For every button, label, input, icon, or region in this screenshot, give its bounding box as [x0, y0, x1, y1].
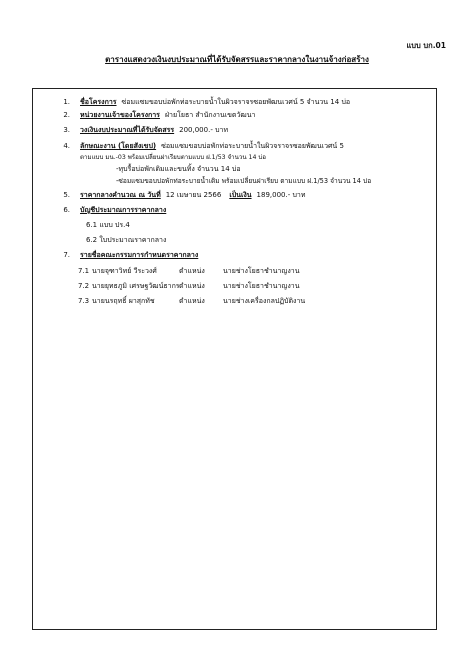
item-number: 3.	[63, 126, 70, 134]
member-number: 7.3	[78, 297, 90, 305]
committee-member	[78, 296, 305, 307]
item-6-2: 6.2 ใบประมาณราคากลาง	[86, 236, 167, 244]
item-1	[52, 97, 350, 108]
item-4-line-4: -ซ่อมแซมขอบบ่อพักท่อระบายน้ำเดิม พร้อมเปลี่ยนฝาเรียบ ตามแบบ ฝ.1/53 จำนวน 14 บ่อ	[116, 177, 372, 185]
item-label: ชื่อโครงการ	[80, 98, 117, 106]
item-number: 6.	[63, 206, 70, 214]
member-position: นายช่างเครื่องกลปฏิบัติงาน	[223, 297, 306, 305]
item-4-line-2: ตามแบบ มน.-03 พร้อมเปลี่ยนฝาเรียบตามแบบ ฝ.1/53 จำนวน 14 บ่อ	[80, 154, 267, 161]
item-value: ฝ่ายโยธา สำนักงานเขตวัฒนา	[164, 111, 256, 119]
item-number: 5.	[63, 191, 70, 199]
member-position: นายช่างโยธาชำนาญงาน	[223, 282, 300, 290]
amount-value: 189,000.- บาท	[256, 191, 306, 199]
item-value: 200,000.- บาท	[179, 126, 229, 134]
calc-date: 12 เมษายน 2566	[165, 191, 222, 199]
item-7	[52, 250, 198, 261]
member-name: นายนรฤทธิ์ ผาสุกทัช	[92, 297, 155, 305]
member-position: นายช่างโยธาชำนาญงาน	[223, 267, 300, 275]
item-label: บัญชีประมาณการราคากลาง	[80, 206, 167, 214]
item-label: ลักษณะงาน (โดยสังเขป)	[80, 142, 157, 150]
member-number: 7.2	[78, 282, 90, 290]
item-label: วงเงินงบประมาณที่ได้รับจัดสรร	[80, 126, 175, 134]
item-3	[52, 125, 228, 136]
item-value: ซ่อมแซมขอบบ่อพักท่อระบายน้ำในผิวจราจรซอยพัฒนเวศน์ 5	[161, 142, 344, 150]
item-4	[52, 141, 344, 152]
item-label: ราคากลางคำนวณ ณ วันที่	[80, 191, 161, 199]
item-number: 1.	[63, 98, 70, 106]
item-6	[52, 205, 166, 216]
document-title: ตารางแสดงวงเงินงบประมาณที่ได้รับจัดสรรและราคากลางในงานจ้างก่อสร้าง	[105, 55, 369, 64]
position-label: ตำแหน่ง	[179, 282, 205, 290]
amount-label: เป็นเงิน	[229, 191, 252, 199]
item-5	[52, 190, 305, 201]
item-number: 2.	[63, 111, 70, 119]
item-6-1: 6.1 แบบ ปร.4	[86, 221, 130, 229]
item-label: หน่วยงานเจ้าของโครงการ	[80, 111, 160, 119]
member-name: นายยุทธภูมิ เศรษฐวัฒน์ธากร	[92, 282, 180, 290]
position-label: ตำแหน่ง	[179, 267, 205, 275]
item-label: รายชื่อคณะกรรมการกำหนดราคากลาง	[80, 251, 199, 259]
item-number: 4.	[63, 142, 70, 150]
member-number: 7.1	[78, 267, 90, 275]
item-value: ซ่อมแซมขอบบ่อพักท่อระบายน้ำในผิวจราจรซอยพัฒนเวศน์ 5 จำนวน 14 บ่อ	[121, 98, 351, 106]
item-number: 7.	[63, 251, 70, 259]
committee-member	[78, 281, 299, 292]
position-label: ตำแหน่ง	[179, 297, 205, 305]
item-2	[52, 110, 255, 121]
form-code: แบบ บก.01	[406, 41, 446, 50]
committee-member	[78, 266, 299, 277]
member-name: นายจุฑาวิทย์ วีระวงศ์	[92, 267, 157, 275]
item-4-line-3: -ทุบรื้อบ่อพักเดิมและขนทิ้ง จำนวน 14 บ่อ	[116, 165, 241, 173]
